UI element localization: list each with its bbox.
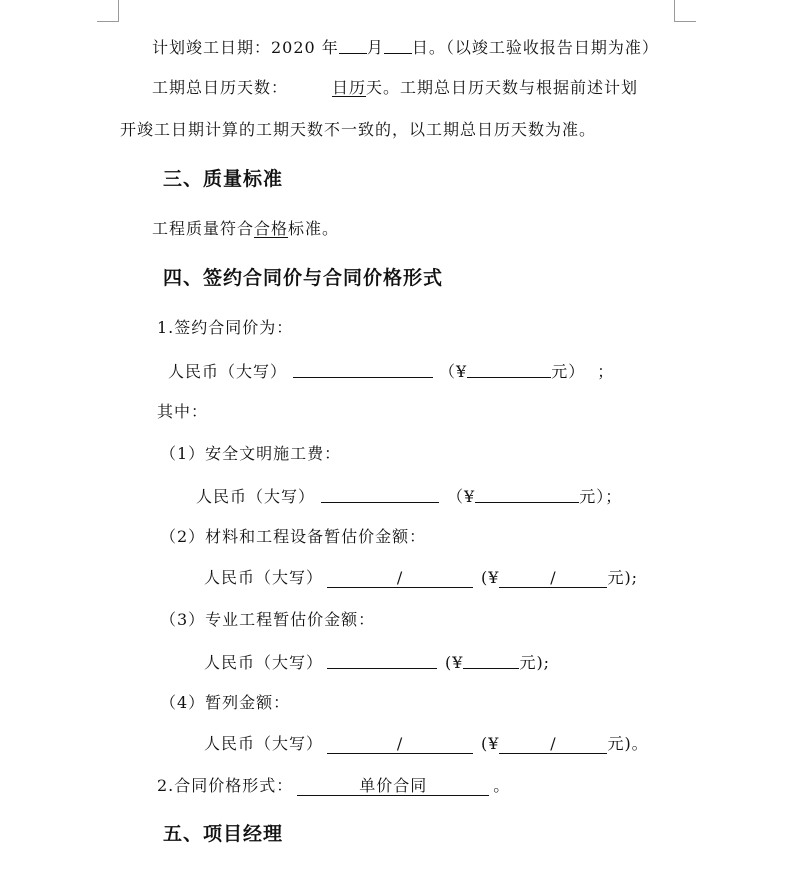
- month-text: 月: [366, 38, 384, 57]
- section-heading-quality: 三、质量标准: [163, 168, 284, 190]
- page-corner-mark-right: [674, 0, 696, 22]
- total-days-continuation: 开竣工日期计算的工期天数不一致的，以工期总日历天数为准。: [120, 120, 597, 139]
- quality-label: 工程质量符合: [152, 219, 255, 238]
- total-days-text: 天。工期总日历天数与根据前述计划: [366, 78, 639, 97]
- contract-price-form-label: 2.合同价格形式：: [157, 776, 294, 795]
- completion-date-note: 日。（以竣工验收报告日期为准）: [411, 38, 659, 57]
- material-equipment-estimate-label: （2）材料和工程设备暂估价金额：: [160, 527, 427, 546]
- safety-fee-number-blank: [475, 485, 579, 503]
- day-blank: [384, 36, 412, 54]
- quality-standard-line: [152, 218, 339, 240]
- planned-completion-date-line: [152, 35, 659, 59]
- total-days-underlined: 日历: [332, 78, 367, 97]
- safety-fee-label: （1）安全文明施工费：: [160, 444, 342, 463]
- provisional-sum-rmb-line: [204, 733, 649, 755]
- quality-suffix: 标准。: [288, 219, 340, 238]
- yuan-close: 元);: [519, 653, 551, 672]
- safety-fee-rmb-line: [196, 484, 622, 508]
- contract-price-form-line: [157, 775, 510, 797]
- page-corner-mark-left: [97, 0, 119, 22]
- total-days-label: 工期总日历天数：: [152, 78, 289, 97]
- safety-fee-uppercase-blank: [321, 485, 439, 503]
- of-which-label: 其中：: [157, 402, 209, 421]
- yen-open: （¥: [439, 362, 468, 381]
- specialty-number-blank: [463, 651, 519, 669]
- material-estimate-rmb-line: [204, 567, 638, 589]
- specialty-estimate-label: （3）专业工程暂估价金额：: [160, 610, 376, 629]
- total-calendar-days-line: [152, 77, 638, 99]
- contract-price-label: 1.签约合同价为：: [157, 318, 294, 337]
- contract-price-uppercase-blank: [293, 360, 433, 378]
- planned-completion-label: 计划竣工日期：2020 年: [152, 38, 339, 57]
- rmb-uppercase-label: 人民币（大写）: [204, 734, 324, 753]
- rmb-uppercase-label: 人民币（大写）: [168, 362, 288, 381]
- specialty-estimate-rmb-line: [204, 650, 550, 674]
- yen-open: (¥: [445, 653, 464, 672]
- section-heading-contract-price: 四、签约合同价与合同价格形式: [163, 267, 444, 289]
- rmb-uppercase-label: 人民币（大写）: [204, 653, 324, 672]
- provisional-uppercase-fill: /: [327, 735, 473, 754]
- contract-price-number-blank: [467, 360, 551, 378]
- semicolon: ；: [597, 362, 615, 381]
- yen-open: (¥: [481, 734, 500, 753]
- yuan-close: 元）: [551, 362, 586, 381]
- contract-price-form-value: 单价合同: [297, 777, 489, 796]
- provisional-sum-label: （4）暂列金额：: [160, 693, 291, 712]
- yuan-close: 元);: [607, 568, 639, 587]
- month-blank: [339, 36, 367, 54]
- yuan-close: 元)。: [607, 734, 649, 753]
- period: 。: [493, 776, 511, 795]
- rmb-uppercase-label: 人民币（大写）: [196, 487, 316, 506]
- provisional-number-fill: /: [499, 735, 607, 754]
- section-heading-project-manager: 五、项目经理: [163, 823, 284, 845]
- material-uppercase-fill: /: [327, 569, 473, 588]
- quality-value: 合格: [254, 219, 289, 238]
- specialty-uppercase-blank: [327, 651, 437, 669]
- rmb-uppercase-label: 人民币（大写）: [204, 568, 324, 587]
- yen-open: (¥: [481, 568, 500, 587]
- yuan-close: 元）；: [579, 487, 623, 506]
- contract-price-rmb-line: [168, 359, 614, 383]
- material-number-fill: /: [499, 569, 607, 588]
- yen-open: （¥: [447, 487, 476, 506]
